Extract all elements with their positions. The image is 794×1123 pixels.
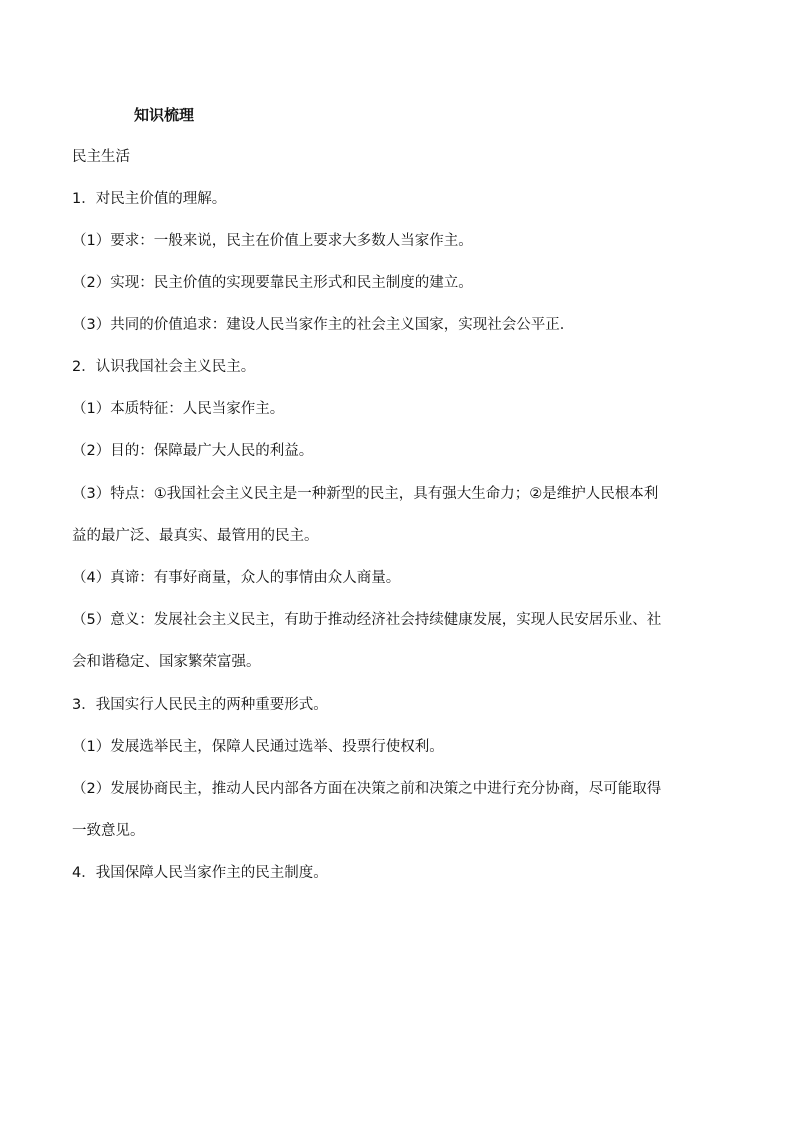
section-title: 知识梳理 bbox=[134, 106, 195, 124]
item-3-2-line-2: 一致意见。 bbox=[72, 823, 145, 839]
item-1-3: （3）共同的价值追求：建设人民当家作主的社会主义国家，实现社会公平正． bbox=[72, 317, 575, 333]
item-2-5-line-1: （5）意义：发展社会主义民主，有助于推动经济社会持续健康发展，实现人民安居乐业、社 bbox=[72, 612, 662, 628]
item-3-1: （1）发展选举民主，保障人民通过选举、投票行使权利。 bbox=[72, 739, 444, 755]
subtitle-democratic-life: 民主生活 bbox=[72, 149, 130, 165]
item-2-4: （4）真谛：有事好商量，众人的事情由众人商量。 bbox=[72, 570, 401, 586]
item-4-heading: 4．我国保障人民当家作主的民主制度。 bbox=[72, 865, 328, 881]
item-3-2-line-1: （2）发展协商民主，推动人民内部各方面在决策之前和决策之中进行充分协商，尽可能取得 bbox=[72, 781, 662, 797]
item-1-heading: 1．对民主价值的理解。 bbox=[72, 191, 227, 207]
item-2-heading: 2．认识我国社会主义民主。 bbox=[72, 359, 256, 375]
item-2-3-line-1: （3）特点：①我国社会主义民主是一种新型的民主，具有强大生命力；②是维护人民根本利 bbox=[72, 486, 659, 502]
item-1-2: （2）实现：民主价值的实现要靠民主形式和民主制度的建立。 bbox=[72, 275, 473, 291]
item-3-heading: 3．我国实行人民民主的两种重要形式。 bbox=[72, 697, 328, 713]
item-2-1: （1）本质特征：人民当家作主。 bbox=[72, 401, 285, 417]
item-2-3-line-2: 益的最广泛、最真实、最管用的民主。 bbox=[72, 528, 319, 544]
item-1-1: （1）要求：一般来说，民主在价值上要求大多数人当家作主。 bbox=[72, 233, 473, 249]
item-2-5-line-2: 会和谐稳定、国家繁荣富强。 bbox=[72, 654, 261, 670]
item-2-2: （2）目的：保障最广大人民的利益。 bbox=[72, 443, 314, 459]
